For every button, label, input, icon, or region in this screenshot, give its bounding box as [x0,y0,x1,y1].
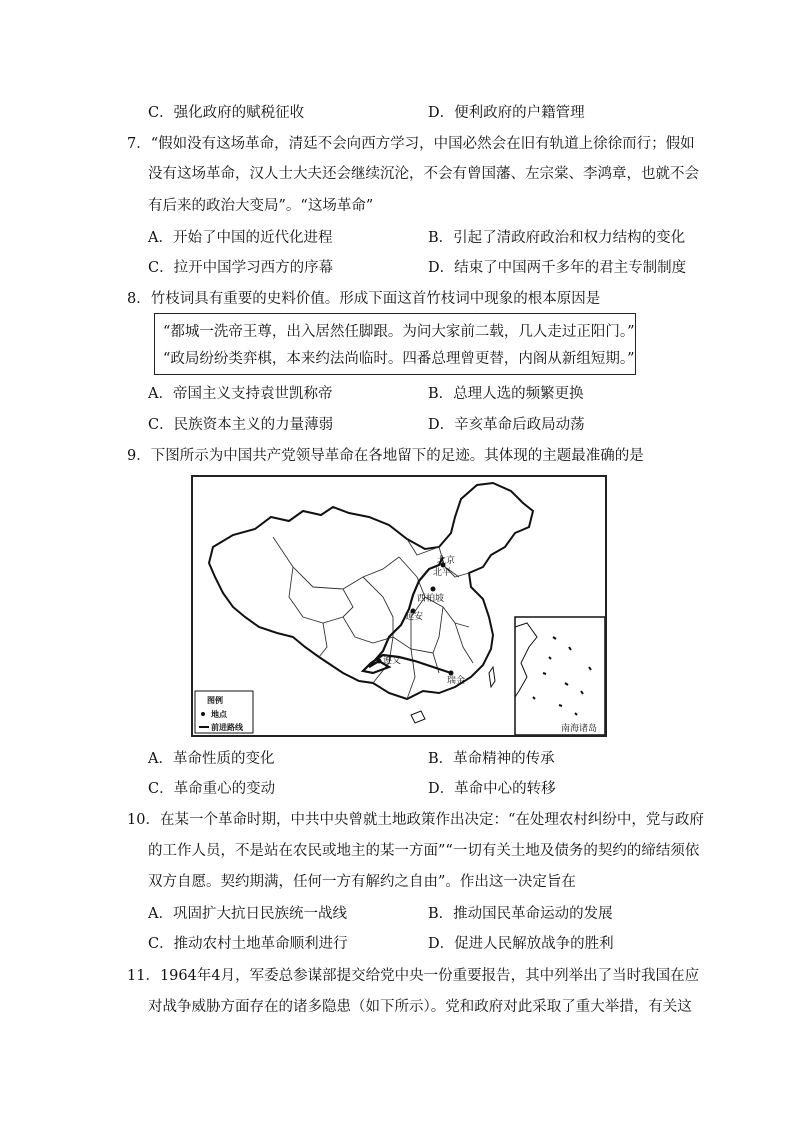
q11-stem-line1: 11．1964年4月，军委总参谋部提交给党中央一份重要报告，其中列举出了当时我国在应 [127,968,700,984]
q9-option-c: C．革命重心的变动 [148,781,276,797]
q8-quote-box [154,313,636,375]
q10-stem-line1: 10．在某一个革命时期，中共中央曾就土地政策作出决定：“在处理农村纠纷中，党与政府 [127,812,704,828]
label-beijing: 北京 [437,556,456,566]
q8-quote-line1: “都城一洗帝王尊，出入居然任脚跟。为问大家前二载，几人走过正阳门。” [163,324,635,340]
q8-quote-line2: “政局纷纷类弈棋，本来约法尚临时。四番总理曾更替，内阁从新组短期。” [163,351,635,367]
taiwan-island [489,667,495,687]
q7-option-b: B．引起了清政府政治和权力结构的变化 [428,230,686,246]
q7-option-c: C．拉开中国学习西方的序幕 [148,260,334,276]
q9-option-b: B．革命精神的传承 [428,751,555,767]
q7-option-d: D．结束了中国两千多年的君主专制制度 [428,260,687,276]
q6-option-c: C．强化政府的赋税征收 [148,105,305,121]
q10-option-d: D．促进人民解放战争的胜利 [428,936,614,952]
q8-option-d: D．辛亥革命后政局动荡 [428,417,585,433]
q7-stem-line3: 有后来的政治大变局”。“这场革命” [148,198,374,214]
legend-point: 地点 [211,710,227,719]
legend-route: 前进路线 [211,723,243,732]
q6-option-d: D．便利政府的户籍管理 [428,105,585,121]
point-ruijin [449,671,454,676]
south-sea-inset-box [515,617,605,735]
q10-stem-line3: 双方自愿。契约期满，任何一方有解约之自由”。作出这一决定旨在 [148,874,576,890]
hainan-island [411,711,425,723]
label-beiping: 北平 [433,568,452,578]
inset-label: 南海诸岛 [561,724,598,734]
legend-point-icon [201,712,205,716]
label-ruijin: 瑞金 [447,676,466,686]
label-zunyi: 遵义 [383,656,402,666]
q8-option-b: B．总理人选的频繁更换 [428,386,584,402]
point-xibaipo [431,587,436,592]
q9-option-a: A．革命性质的变化 [148,751,275,767]
q8-stem: 8．竹枝词具有重要的史料价值。形成下面这首竹枝词中现象的根本原因是 [127,291,601,307]
q10-option-a: A．巩固扩大抗日民族统一战线 [148,906,347,922]
q7-stem-line1: 7．“假如没有这场革命，清廷不会向西方学习，中国必然会在旧有轨道上徐徐而行；假如 [127,136,695,152]
china-map-graphic [193,477,605,735]
label-yanan: 延安 [405,612,424,622]
q11-stem-line2: 对战争威胁方面存在的诸多隐患（如下所示）。党和政府对此采取了重大举措，有关这 [148,999,692,1015]
legend-title: 图例 [207,696,223,705]
q10-stem-line2: 的工作人员，不是站在农民或地主的某一方面”“一切有关土地及债务的契约的缔结须依 [148,843,700,859]
q9-option-d: D．革命中心的转移 [428,781,556,797]
q7-stem-line2: 没有这场革命，汉人士大夫还会继续沉沦，不会有曾国藩、左宗棠、李鸿章，也就不会 [148,166,699,182]
revolution-map [191,475,607,737]
q10-option-c: C．推动农村土地革命顺利进行 [148,936,348,952]
q8-option-c: C．民族资本主义的力量薄弱 [148,417,334,433]
q8-option-a: A．帝国主义支持袁世凯称帝 [148,386,333,402]
q7-option-a: A．开始了中国的近代化进程 [148,230,333,246]
q10-option-b: B．推动国民革命运动的发展 [428,906,613,922]
q9-stem: 9．下图所示为中国共产党领导革命在各地留下的足迹。其体现的主题最准确的是 [127,448,644,464]
label-xibaipo: 西柏坡 [417,594,445,604]
point-zunyi [377,659,382,664]
